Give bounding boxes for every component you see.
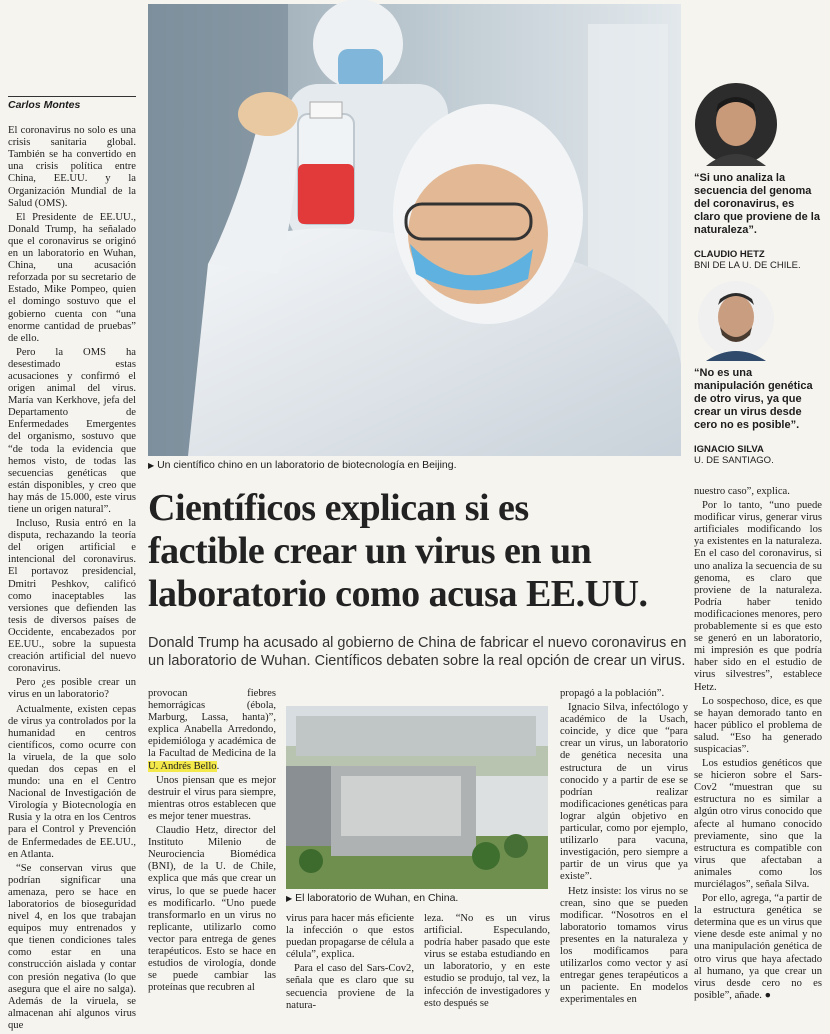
headline	[148, 487, 688, 616]
headline-line: laboratorio como acusa EE.UU.	[148, 573, 648, 615]
paragraph: nuestro caso”, explica.	[694, 486, 790, 497]
caption-arrow-icon: ▶	[286, 894, 293, 903]
lab-photo	[286, 706, 548, 889]
author-byline: Carlos Montes	[8, 96, 136, 111]
hero-caption-text: Un científico chino en un laboratorio de biotecnología en Beijing.	[157, 459, 457, 471]
paragraph: leza. “No es un virus artificial. Especulando, podría haber pasado que este virus se estaba estudiando en un laboratorio, y en este estudio se produjo, tal vez, la infección de investigadores y esto después se	[424, 913, 550, 1009]
paragraph: Por lo tanto, “uno puede modificar virus, generar virus artificiales modificando los ya existentes en la naturaleza. En el caso del coronavirus, si uno analiza la secuencia de su genoma, es claro que proviene de la naturaleza. Podría haber tenido modificaciones menores, pero probablemente si es que esto se generó en un laboratorio, mi impresión es que podría haber sido en el estudio de virus silvestres”, establece Hetz.	[694, 500, 822, 693]
quote-text: “Si uno analiza la secuencia del genoma del coronavirus, es claro que proviene de la naturaleza”.	[694, 172, 820, 236]
quote-author-role: U. DE SANTIAGO.	[694, 455, 774, 466]
end-mark-icon: ●	[764, 989, 772, 1001]
quote-text: “No es una manipulación genética de otro virus, ya que crear un virus desde cero no es posible”.	[694, 367, 813, 431]
scientist-illustration	[148, 4, 681, 456]
paragraph: virus para hacer más eficiente la infección o que estos puedan propagarse de célula a célula”, explica.	[286, 913, 414, 961]
paragraph: provocan fiebres hemorrágicas (ébola, Marburg, Lassa, hanta)”, explica Anabella Arredondo, epidemióloga y académica de la Facultad de Medicina de la U. Andrés Bello.	[148, 688, 276, 772]
hero-caption	[148, 459, 681, 471]
left-column	[8, 96, 136, 1034]
paragraph: propagó a la población”.	[560, 688, 665, 699]
middle-column-3	[424, 913, 550, 1012]
wuhan-lab-illustration	[286, 706, 548, 889]
paragraph: Para el caso del Sars-Cov2, señala que es claro que su secuencia proviene de la natura-	[286, 963, 414, 1011]
hero-photo	[148, 4, 681, 456]
paragraph: El coronavirus no solo es una crisis sanitaria global. También se ha convertido en una crisis política entre China, EE.UU. y la Organización Mundial de la Salud (OMS).	[8, 125, 136, 209]
lab-caption	[286, 892, 548, 904]
paragraph: El Presidente de EE.UU., Donald Trump, ha señalado que el coronavirus se originó en un laboratorio en Wuhan, China, una acusación reforzada por su secretario de Estado, Mike Pompeo, quien el domingo sostuvo que el gobierno cuenta con “una enorme cantidad de pruebas” de ello.	[8, 211, 136, 344]
claudio-hetz-portrait	[694, 82, 778, 166]
paragraph: Lo sospechoso, dice, es que se hayan demorado tanto en hacer público el problema de salud. “Eso ha generado suspicacias”.	[694, 695, 822, 755]
paragraph: Unos piensan que es mejor destruir el virus para siempre, mientras otros establecen que es mejor tener muestras.	[148, 774, 276, 822]
caption-arrow-icon: ▶	[148, 461, 155, 470]
paragraph: Hetz insiste: los virus no se crean, sino que se pueden modificar. “Nosotros en el laboratorio tomamos virus presentes en la naturaleza y los modificamos para utilizarlos como vector y así entregar genes terapéuticos a un paciente. En modelos experimentales en	[560, 885, 688, 1006]
paragraph: Incluso, Rusia entró en la disputa, rechazando la teoría del origen artificial e intencional del coronavirus. El portavoz presidencial, Dmitri Peshkov, calificó como inaceptables las versiones que defienden las tesis de diversos países de Occidente, encabezados por EE.UU., sobre la supuesta creación artificial del nuevo coronavirus.	[8, 518, 136, 675]
quote-author-name: CLAUDIO HETZ	[694, 249, 765, 260]
deck: Donald Trump ha acusado al gobierno de China de fabricar el nuevo coronavirus en un laboratorio de Wuhan. Científicos debaten sobre la real opción de crear un virus.	[148, 635, 687, 669]
paragraph: Ignacio Silva, infectólogo y académico de la Usach, coincide, y dice que “para crear un virus, un laboratorio de genética necesita una estructura de un virus conocido y a partir de ese se podrían realizar modificaciones genéticas para lograr algún objetivo en particular, como por ejemplo, utilizarlo para vacuna, investigación, pero siempre a partir de un virus que ya existe”.	[560, 702, 688, 883]
quotes-sidebar	[694, 82, 822, 466]
lab-caption-text: El laboratorio de Wuhan, en China.	[295, 892, 459, 904]
paragraph: Por ello, agrega, “a partir de la estructura genética se determina que es un virus que viene desde este animal y no una manipulación genética de otro virus que haya afectado al humano, ya que crear un virus desde cero no es posible”, añade. ●	[694, 893, 822, 1001]
highlighted-text: U. Andrés Bello	[148, 760, 217, 772]
paragraph: Claudio Hetz, director del Instituto Milenio de Neurociencia Biomédica (BNI), de la U. de Chile, explica que más que crear un virus, lo que se puede hacer es modificarlo. “Uno puede transformarlo en un virus no replicante, utilizarlo como vector para entrega de genes terapéuticos. Esto se hace en estudios de virología, donde se puede cambiar las proteínas que recubren al	[148, 825, 276, 994]
quote-author-role: BNI DE LA U. DE CHILE.	[694, 260, 801, 271]
headline-line: factible crear un virus en un	[148, 530, 592, 572]
ignacio-silva-portrait	[694, 281, 778, 361]
paragraph: Los estudios genéticos que se hicieron sobre el Sars-Cov2 “muestran que su estructura no es similar a algún otro virus conocido que afecte al humano conocido previamente, sino que la estructura es compatible con virus que afectaban a animales como los murciélagos”, señala Silva.	[694, 758, 822, 890]
headline-line: Científicos explican si es	[148, 487, 529, 529]
middle-column-1	[148, 688, 276, 996]
paragraph: Pero la OMS ha desestimado estas acusaciones y confirmó el origen animal del virus. María van Kerkhove, jefa del Departamento de Enfermedades Emergentes del organismo, sostuvo que “de toda la evidencia que hemos visto, de todas las secuencias genéticas que están disponibles, y creo que hay más de 15.000, este virus tiene un origen natural”.	[8, 346, 136, 515]
paragraph: Actualmente, existen cepas de virus ya controlados por la humanidad en centros científicos, como ocurre con la viruela, de la que solo quedan dos cepas en el mundo: una en el Centro Nacional de Investigación de Virología y Biotecnología en Rusia y la otra en los Centros para el Control y Prevención de Enfermedades de EE.UU., en Atlanta.	[8, 703, 136, 860]
right-column	[694, 486, 822, 1004]
middle-column-2	[286, 913, 414, 1014]
middle-column-4	[560, 688, 688, 1008]
paragraph: Pero ¿es posible crear un virus en un laboratorio?	[8, 677, 136, 701]
paragraph: “Se conservan virus que podrían significar una amenaza, pero se hace en laboratorios de bioseguridad nivel 4, en los que trabajan equipos muy entrenados y que tienen condiciones tales como estar en una construcción aislada y contar con presión negativa (lo que asegura que el aire no salga). Además de la viruela, se almacenan ahí algunos virus que	[8, 862, 136, 1031]
quote-author-name: IGNACIO SILVA	[694, 444, 764, 455]
